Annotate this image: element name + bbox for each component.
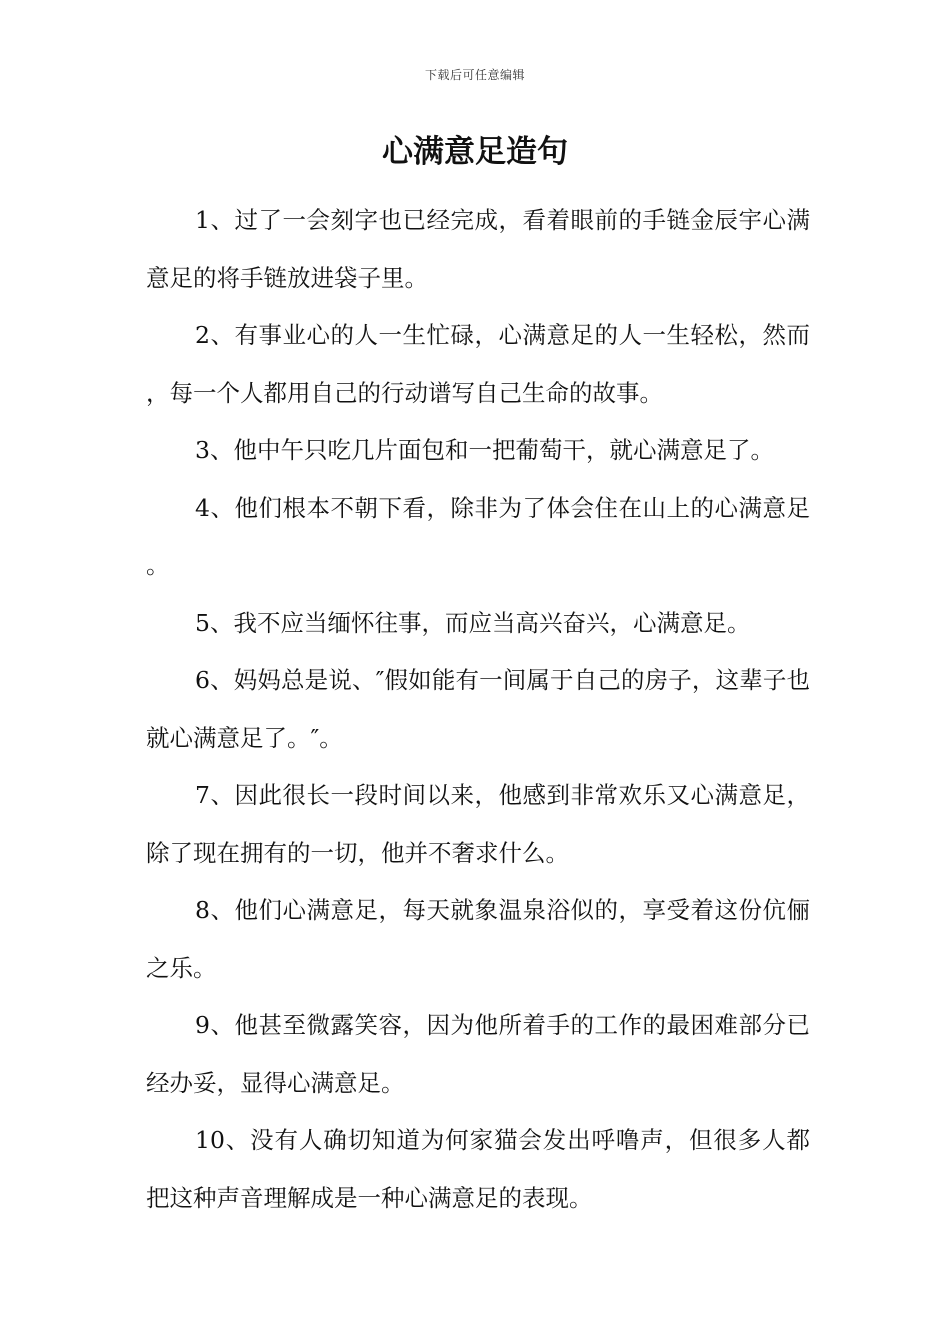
sentence-paragraph: 9、他甚至微露笑容，因为他所着手的工作的最困难部分已经办妥，显得心满意足。 (146, 1011, 810, 1097)
sentence-paragraph: 4、他们根本不朝下看，除非为了体会住在山上的心满意足。 (146, 493, 810, 579)
sentence-paragraph: 6、妈妈总是说、″假如能有一间属于自己的房子，这辈子也就心满意足了。″。 (146, 666, 810, 752)
sentence-paragraph: 3、他中午只吃几片面包和一把葡萄干，就心满意足了。 (195, 436, 774, 464)
document-body (146, 192, 810, 1227)
sentence-paragraph: 10、没有人确切知道为何家猫会发出呼噜声，但很多人都把这种声音理解成是一种心满意足的表现。 (146, 1126, 810, 1212)
sentence-paragraph: 2、有事业心的人一生忙碌，心满意足的人一生轻松，然而，每一个人都用自己的行动谱写自己生命的故事。 (146, 321, 810, 407)
sentence-paragraph: 5、我不应当缅怀往事，而应当高兴奋兴，心满意足。 (195, 608, 751, 637)
header-note: 下载后可任意编辑 (424, 68, 525, 82)
sentence-paragraph: 7、因此很长一段时间以来，他感到非常欢乐又心满意足，除了现在拥有的一切，他并不奢求什么。 (146, 781, 810, 867)
sentence-paragraph: 8、他们心满意足，每天就象温泉浴似的，享受着这份伉俪之乐。 (146, 896, 810, 982)
sentence-paragraph: 1、过了一会刻字也已经完成，看着眼前的手链金辰宇心满意足的将手链放进袋子里。 (146, 206, 810, 292)
page-title: 心满意足造句 (382, 134, 568, 170)
